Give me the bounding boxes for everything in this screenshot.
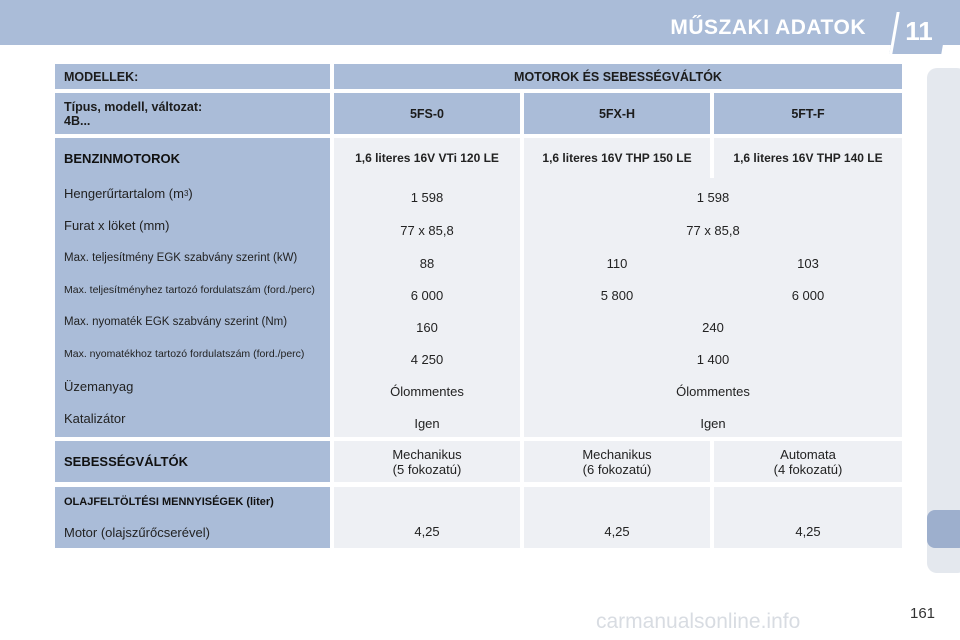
torque-rpm-label: Max. nyomatékhoz tartozó fordulatszám (ford./perc) [64,348,305,360]
power-rpm-value-3: 6 000 [791,287,825,303]
engine-name-1: 1,6 literes 16V VTi 120 LE [355,151,499,165]
fuel-value-23: Ólommentes [676,383,750,399]
bore-label: Furat x löket (mm) [64,218,170,233]
type-code-1: 5FS-0 [334,93,520,134]
type-label-line1: Típus, modell, változat: [64,99,203,114]
engines-header: MOTOROK ÉS SEBESSÉGVÁLTÓK [334,64,902,89]
side-tab [927,68,960,573]
fuel-label: Üzemanyag [64,378,134,394]
power-rpm-value-2: 5 800 [600,287,634,303]
gearbox-value-2 [524,441,710,482]
power-label: Max. teljesítmény EGK szabvány szerint (kW) [64,252,298,264]
type-code-3: 5FT-F [714,93,902,134]
catalyst-value-23: Igen [700,416,726,431]
page-number: 161 [910,605,936,622]
torque-rpm-value-23: 1 400 [696,351,730,367]
oil-value-2: 4,25 [524,487,710,548]
side-tab-marker [927,510,960,548]
bore-value-23: 77 x 85,8 [686,223,740,238]
gearbox-3-line1: Automata [780,446,836,462]
torque-value-23: 240 [702,319,724,335]
models-header: MODELLEK: [55,64,330,89]
power-value-2: 110 [606,255,628,271]
oil-label-cell [55,487,330,548]
power-value-3: 103 [797,255,819,271]
petrol-label-column [55,138,330,437]
footer-watermark: carmanualsonline.info [596,610,801,633]
power-rpm-label: Max. teljesítményhez tartozó fordulatszám (ford./perc) [64,284,315,296]
gearbox-1-line1: Mechanikus [392,446,462,462]
type-label-line2: 4B... [64,113,91,128]
gearbox-2-line1: Mechanikus [582,446,652,462]
torque-rpm-value-1: 4 250 [410,351,444,367]
page-title: MŰSZAKI ADATOK [670,16,866,39]
type-code-2: 5FX-H [524,93,710,134]
power-value-1: 88 [419,255,435,271]
gearbox-2-line2: (6 fokozatú) [582,461,652,477]
bore-value-1: 77 x 85,8 [400,223,454,238]
torque-label: Max. nyomaték EGK szabvány szerint (Nm) [64,316,288,328]
oil-header: OLAJFELTÖLTÉSI MENNYISÉGEK (liter) [64,495,274,508]
gearbox-3-line2: (4 fokozatú) [773,461,843,477]
oil-value-1: 4,25 [334,487,520,548]
engine-name-3: 1,6 literes 16V THP 140 LE [733,151,883,165]
engine-name-2: 1,6 literes 16V THP 150 LE [542,151,692,165]
gearbox-header: SEBESSÉGVÁLTÓK [55,441,330,482]
gearbox-value-1 [334,441,520,482]
fuel-value-1: Ólommentes [390,383,464,399]
gearbox-1-line2: (5 fokozatú) [392,461,462,477]
oil-engine-label: Motor (olajszűrőcserével) [64,524,210,540]
power-rpm-value-1: 6 000 [410,287,444,303]
displacement-value-1: 1 598 [410,190,444,205]
catalyst-label: Katalizátor [64,411,126,426]
gearbox-value-3 [714,441,902,482]
displacement-value-23: 1 598 [696,190,730,205]
catalyst-value-1: Igen [414,416,440,431]
petrol-header: BENZINMOTOROK [64,150,181,166]
chapter-number: 11 [905,16,933,46]
oil-value-3: 4,25 [714,487,902,548]
type-header [55,93,330,134]
torque-value-1: 160 [416,319,438,335]
displacement-label: Hengerűrtartalom (m 3 ) [64,186,193,201]
